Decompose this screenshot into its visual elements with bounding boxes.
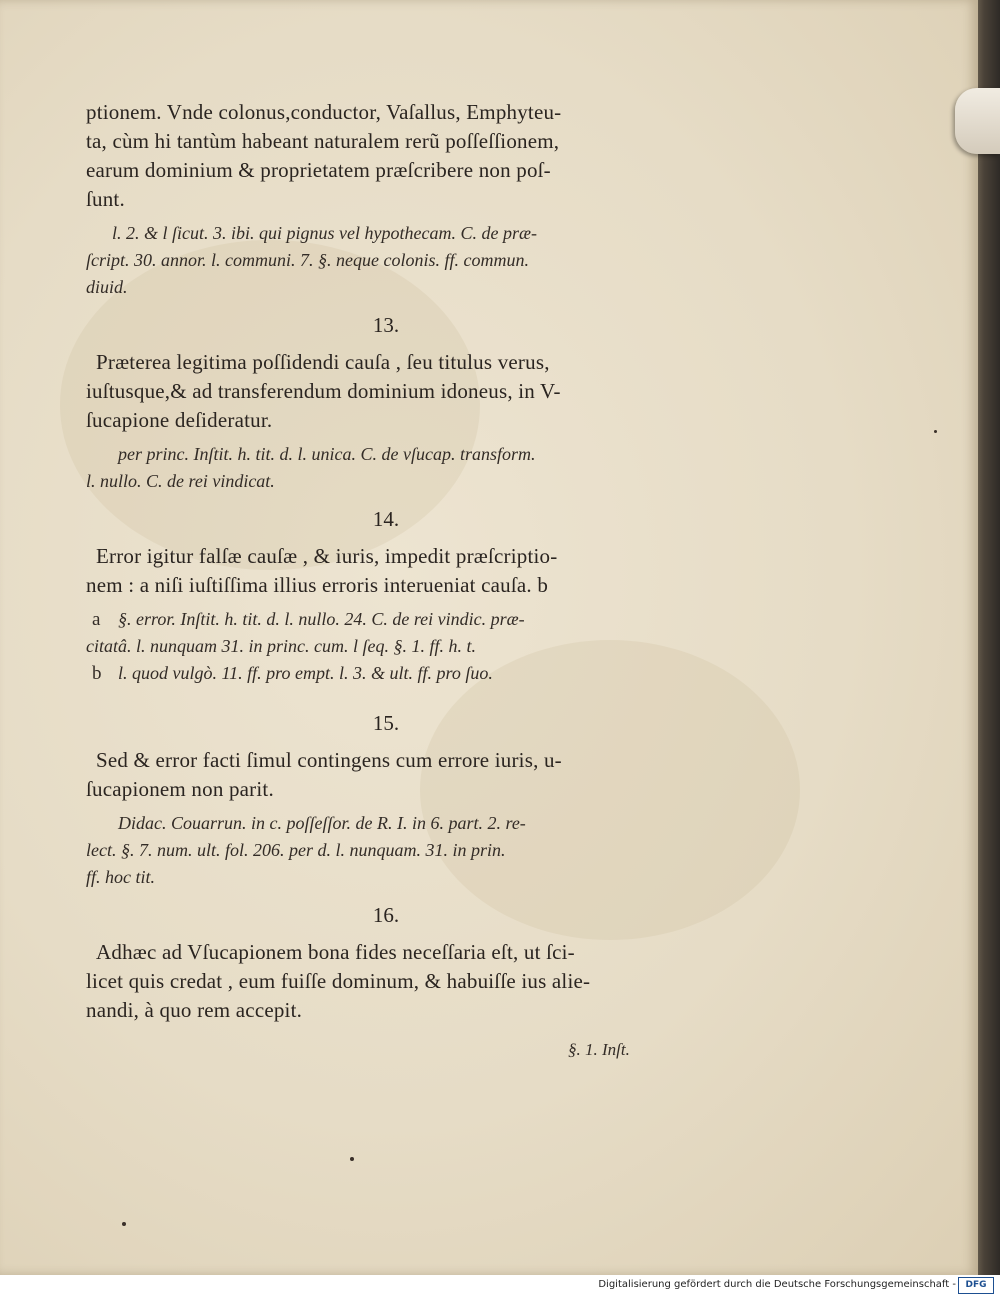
citation-4: [86, 810, 686, 891]
dfg-logo: DFG: [958, 1277, 994, 1294]
footer-credit: Digitalisierung gefördert durch die Deutsche Forschungsgemeinschaft -: [598, 1279, 956, 1290]
citation-line: lect. §. 7. num. ult. fol. 206. per d. l. nunquam. 31. in prin.: [86, 840, 506, 860]
ink-speck: [350, 1157, 354, 1161]
text-line: nem : a niſi iuſtiſſima illius erroris interueniat cauſa. b: [86, 573, 549, 597]
text-line: ſunt.: [86, 187, 125, 211]
ink-speck: [934, 430, 937, 433]
page-text: [86, 98, 686, 1025]
text-line: earum dominium & proprietatem præſcribere non poſ-: [86, 158, 551, 182]
text-line: Sed & error facti ſimul contingens cum errore iuris, u-: [96, 748, 562, 772]
text-line: ta, cùm hi tantùm habeant naturalem rerũ poſſeſſionem,: [86, 129, 560, 153]
section-number-16: 16.: [372, 903, 400, 927]
text-line: Præterea legitima poſſidendi cauſa , ſeu titulus verus,: [96, 350, 550, 374]
text-line: ptionem. Vnde colonus,conductor, Vaſallus, Emphyteu-: [86, 100, 562, 124]
citation-3: [86, 606, 686, 687]
text-line: nandi, à quo rem accepit.: [86, 998, 303, 1022]
citation-line: diuid.: [86, 277, 128, 297]
citation-line: per princ. Inſtit. h. tit. d. l. unica. C. de vſucap. transform.: [118, 444, 536, 464]
ink-speck: [122, 1222, 126, 1226]
citation-line: l. quod vulgò. 11. ff. pro empt. l. 3. & ult. ff. pro ſuo.: [118, 663, 493, 683]
paragraph-2: [86, 348, 686, 435]
text-line: ſucapione deſideratur.: [86, 408, 273, 432]
paragraph-4: [86, 746, 686, 804]
text-line: licet quis credat , eum fuiſſe dominum, & habuiſſe ius alie-: [86, 969, 591, 993]
citation-line: citatâ. l. nunquam 31. in princ. cum. l ſeq. §. 1. ff. h. t.: [86, 636, 476, 656]
paragraph-1: [86, 98, 686, 214]
footnote-key: b: [92, 663, 102, 684]
footnote-key: a: [92, 609, 101, 630]
text-line: Adhæc ad Vſucapionem bona fides neceſſaria eſt, ut ſci-: [96, 940, 575, 964]
citation-2: [86, 441, 686, 495]
citation-line: ſcript. 30. annor. l. communi. 7. §. neque colonis. ff. commun.: [86, 250, 529, 270]
section-number-15: 15.: [372, 711, 400, 735]
catchword: §. 1. Inſt.: [568, 1040, 630, 1059]
text-line: ſucapionem non parit.: [86, 777, 274, 801]
footnote-a: [92, 606, 686, 633]
citation-line: l. 2. & l ſicut. 3. ibi. qui pignus vel hypothecam. C. de præ-: [112, 223, 537, 243]
section-number-13: 13.: [372, 313, 400, 337]
citation-line: Didac. Couarrun. in c. poſſeſſor. de R. I. in 6. part. 2. re-: [118, 813, 526, 833]
text-line: Error igitur falſæ cauſæ , & iuris, impedit præſcriptio-: [96, 544, 558, 568]
citation-line: l. nullo. C. de rei vindicat.: [86, 471, 275, 491]
text-line: iuſtusque,& ad transferendum dominium idoneus, in V-: [86, 379, 561, 403]
citation-line: ff. hoc tit.: [86, 867, 155, 887]
paragraph-5: [86, 938, 686, 1025]
section-number-14: 14.: [372, 507, 400, 531]
citation-1: [86, 220, 686, 301]
page-clip: [955, 88, 1000, 154]
paragraph-3: [86, 542, 686, 600]
footnote-b: [92, 660, 686, 687]
citation-line: §. error. Inſtit. h. tit. d. l. nullo. 24. C. de rei vindic. præ-: [118, 609, 525, 629]
